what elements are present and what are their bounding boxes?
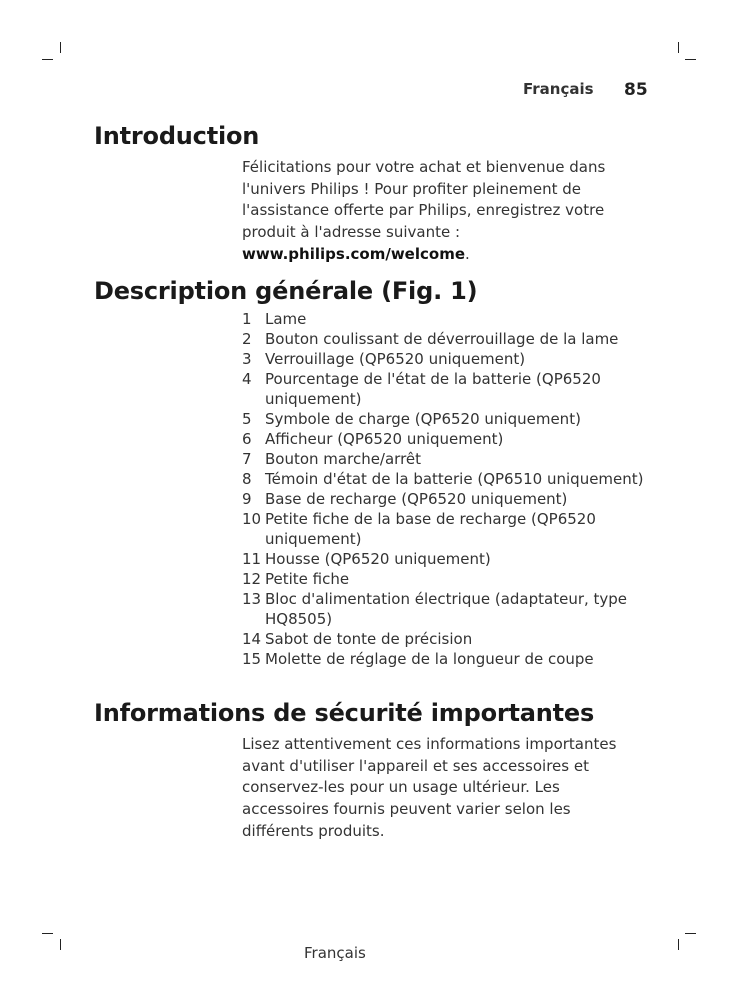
part-number: 6	[242, 430, 252, 448]
part-label: Petite fiche	[265, 570, 350, 588]
parts-list-item	[242, 429, 647, 449]
intro-paragraph	[242, 157, 642, 266]
parts-list-item	[242, 409, 647, 429]
part-number: 4	[242, 370, 252, 388]
parts-list-item	[242, 469, 647, 489]
part-number: 11	[242, 550, 262, 568]
intro-text: Félicitations pour votre achat et bienvenue dans l'univers Philips ! Pour profiter pleinement de l'assistance offerte par Philips, enregistrez votre produit à l'adresse suivante :	[242, 158, 606, 242]
intro-url-suffix: .	[465, 244, 470, 263]
parts-list-item	[242, 329, 647, 349]
parts-list-item	[242, 629, 647, 649]
parts-list-item	[242, 489, 647, 509]
parts-list-item	[242, 309, 647, 329]
crop-mark-top-left-h	[42, 59, 53, 60]
part-label: Afficheur (QP6520 uniquement)	[265, 430, 504, 448]
intro-title: Introduction	[94, 122, 260, 150]
parts-list-item	[242, 649, 647, 669]
parts-list	[242, 309, 647, 669]
crop-mark-top-left-v	[60, 42, 61, 53]
crop-mark-top-right-h	[685, 59, 696, 60]
part-label: Bloc d'alimentation électrique (adaptateur, type HQ8505)	[265, 590, 628, 628]
part-number: 13	[242, 590, 262, 608]
part-number: 2	[242, 330, 252, 348]
parts-list-item	[242, 349, 647, 369]
parts-list-item	[242, 589, 647, 629]
parts-list-item	[242, 569, 647, 589]
part-number: 1	[242, 310, 252, 328]
part-label: Verrouillage (QP6520 uniquement)	[265, 350, 526, 368]
part-label: Housse (QP6520 uniquement)	[265, 550, 491, 568]
footer-language: Français	[304, 944, 366, 962]
part-label: Base de recharge (QP6520 uniquement)	[265, 490, 568, 508]
part-number: 3	[242, 350, 252, 368]
page-number: 85	[624, 80, 648, 100]
crop-mark-bottom-left-v	[60, 939, 61, 950]
part-label: Témoin d'état de la batterie (QP6510 uniquement)	[265, 470, 644, 488]
parts-list-item	[242, 449, 647, 469]
crop-mark-top-right-v	[678, 42, 679, 53]
header-language: Français	[523, 80, 594, 98]
part-number: 10	[242, 510, 262, 528]
part-label: Symbole de charge (QP6520 uniquement)	[265, 410, 581, 428]
part-label: Lame	[265, 310, 307, 328]
safety-paragraph: Lisez attentivement ces informations importantes avant d'utiliser l'appareil et ses accessoires et conservez-les pour un usage ultérieur. Les accessoires fournis peuvent varier selon les différents produits.	[242, 735, 617, 840]
part-number: 15	[242, 650, 262, 668]
part-number: 9	[242, 490, 252, 508]
part-label: Sabot de tonte de précision	[265, 630, 473, 648]
part-number: 14	[242, 630, 262, 648]
part-number: 8	[242, 470, 252, 488]
part-label: Pourcentage de l'état de la batterie (QP6520 uniquement)	[265, 370, 601, 408]
description-title: Description générale (Fig. 1)	[94, 277, 478, 305]
crop-mark-bottom-right-h	[685, 933, 696, 934]
parts-list-item	[242, 549, 647, 569]
crop-mark-bottom-left-h	[42, 933, 53, 934]
part-number: 5	[242, 410, 252, 428]
part-number: 12	[242, 570, 262, 588]
parts-list-item	[242, 509, 647, 549]
part-label: Bouton coulissant de déverrouillage de la lame	[265, 330, 619, 348]
crop-mark-bottom-right-v	[678, 939, 679, 950]
parts-list-item	[242, 369, 647, 409]
part-label: Bouton marche/arrêt	[265, 450, 422, 468]
safety-title: Informations de sécurité importantes	[94, 699, 595, 727]
part-label: Petite fiche de la base de recharge (QP6520 uniquement)	[265, 510, 596, 548]
welcome-link[interactable]: www.philips.com/welcome	[242, 244, 465, 263]
part-number: 7	[242, 450, 252, 468]
part-label: Molette de réglage de la longueur de coupe	[265, 650, 594, 668]
